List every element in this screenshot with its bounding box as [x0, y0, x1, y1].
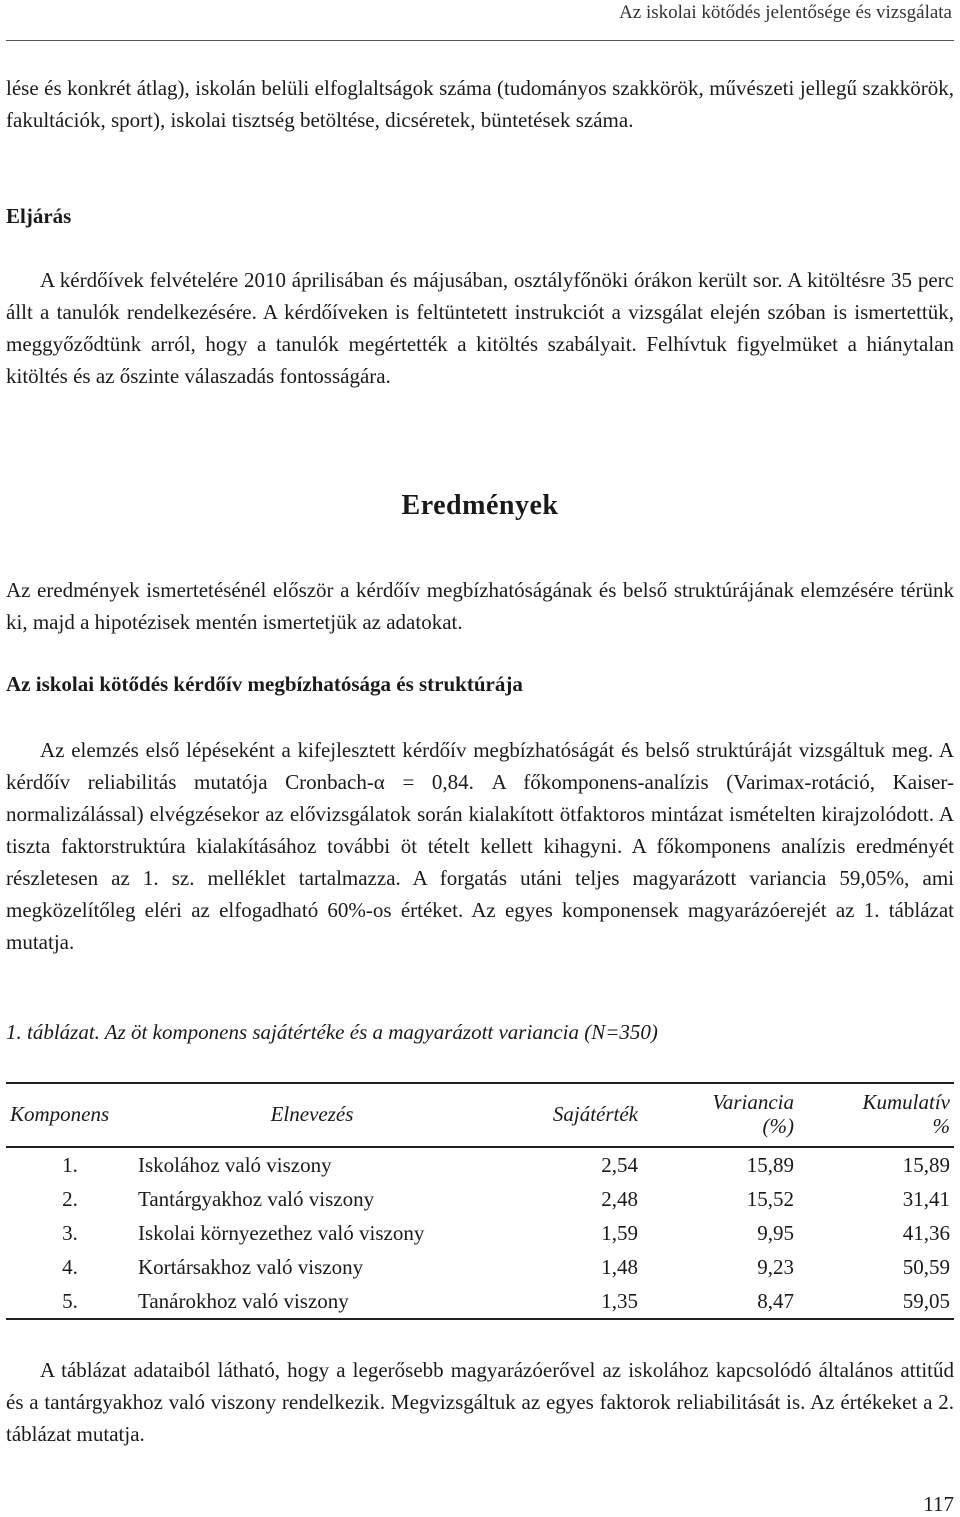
cell-name: Iskolához való viszony: [138, 1153, 332, 1177]
components-table: [6, 1082, 954, 1320]
subsection-heading: Az iskolai kötődés kérdőív megbízhatósága és struktúrája: [6, 672, 523, 696]
table-row: [6, 1147, 954, 1182]
cell-cumulative: 59,05: [798, 1284, 954, 1319]
section-heading-eredmenyek: Eredmények: [401, 490, 559, 521]
cell-cumulative: 15,89: [902, 1153, 950, 1177]
cell-num: 1.: [62, 1153, 78, 1177]
paragraph-table-interpretation: A táblázat adataiból látható, hogy a legerősebb magyarázóerővel az iskolához kapcsolódó általános attitűd és a tantárgyakhoz való viszony rendelkezik. Megvizsgáltuk az egyes faktorok reliabilitását is. Az értékeket a 2. táblázat mutatja.: [6, 1358, 954, 1446]
section-heading-eljaras: Eljárás: [6, 204, 72, 228]
cell-name: Kortársakhoz való viszony: [138, 1255, 364, 1279]
cell-variance: 9,23: [757, 1255, 794, 1279]
table-header-row: [6, 1083, 954, 1147]
cell-name: Tantárgyakhoz való viszony: [138, 1187, 375, 1211]
cell-num: 3.: [62, 1221, 78, 1245]
table-row: [6, 1284, 954, 1319]
cell-cumulative: 31,41: [902, 1187, 950, 1211]
paragraph-procedure: A kérdőívek felvételére 2010 áprilisában és májusában, osztályfőnöki órákon került sor. A kitöltésre 35 perc állt a tanulók rendelkezésére. A kérdőíveken is feltüntetett instrukciót a vizsgálat elején szóban is ismertettük, meggyőződtünk arról, hogy a tanulók megértették a kitöltés szabályait. Felhívtuk figyelmüket a hiánytalan kitöltés és az őszinte válaszadás fontosságára.: [6, 268, 954, 388]
cell-eigenvalue: 2,48: [601, 1187, 638, 1211]
table-row: [6, 1250, 954, 1284]
header-sajatertek: Sajátérték: [490, 1083, 642, 1147]
cell-variance: 8,47: [642, 1284, 798, 1319]
header-komponens: Komponens: [6, 1083, 134, 1147]
cell-num: 4.: [62, 1255, 78, 1279]
paragraph-variables: lése és konkrét átlag), iskolán belüli elfoglaltságok száma (tudományos szakkörök, művészeti jellegű szakkörök, fakultációk, sport), iskolai tisztség betöltése, dicséretek, büntetések száma.: [6, 76, 954, 132]
cell-variance: 15,89: [746, 1153, 794, 1177]
cell-cumulative: 41,36: [902, 1221, 950, 1245]
header-variancia: [642, 1083, 798, 1147]
header-rule: [6, 40, 954, 41]
cell-variance: 15,52: [746, 1187, 794, 1211]
header-variancia-line1: Variancia: [712, 1090, 794, 1114]
cell-num: 2.: [62, 1187, 78, 1211]
cell-name: Tanárokhoz való viszony: [134, 1284, 490, 1319]
paragraph-reliability: Az elemzés első lépéseként a kifejlesztett kérdőív megbízhatóságát és belső struktúráját vizsgáltuk meg. A kérdőív reliabilitás mutatója Cronbach-α = 0,84. A főkomponens-analízis (Varimax-rotáció, Kaiser-normalizálással) elvégzésekor az elővizsgálatok során kialakított ötfaktoros mintázat ismételten kirajzolódott. A tiszta faktorstruktúra kialakításához további öt tételt kellett kihagyni. A főkomponens analízis eredményét részletesen az 1. sz. melléklet tartalmazza. A forgatás utáni teljes magyarázott variancia 59,05%, ami megközelítőleg eléri az elfogadható 60%-os értéket. Az egyes komponensek magyarázóerejét az 1. táblázat mutatja.: [6, 738, 954, 954]
cell-eigenvalue: 1,48: [601, 1255, 638, 1279]
page-number: 117: [923, 1492, 954, 1516]
cell-eigenvalue: 1,35: [490, 1284, 642, 1319]
table-row: [6, 1216, 954, 1250]
cell-variance: 9,95: [757, 1221, 794, 1245]
header-elnevezes: Elnevezés: [134, 1083, 490, 1147]
cell-num: 5.: [6, 1284, 134, 1319]
paragraph-results-intro: Az eredmények ismertetésénél először a kérdőív megbízhatóságának és belső struktúrájának elemzésére térünk ki, majd a hipotézisek mentén ismertetjük az adatokat.: [6, 578, 954, 634]
cell-cumulative: 50,59: [902, 1255, 950, 1279]
header-variancia-line2: (%): [762, 1114, 794, 1138]
cell-name: Iskolai környezethez való viszony: [138, 1221, 425, 1245]
running-header: Az iskolai kötődés jelentősége és vizsgálata: [619, 2, 952, 23]
table-caption: 1. táblázat. Az öt komponens sajátértéke és a magyarázott variancia (N=350): [6, 1020, 658, 1044]
cell-eigenvalue: 1,59: [601, 1221, 638, 1245]
header-kumulativ-line1: Kumulatív: [862, 1090, 950, 1114]
table-row: [6, 1182, 954, 1216]
cell-eigenvalue: 2,54: [601, 1153, 638, 1177]
header-kumulativ: [798, 1083, 954, 1147]
header-kumulativ-line2: %: [932, 1114, 950, 1138]
